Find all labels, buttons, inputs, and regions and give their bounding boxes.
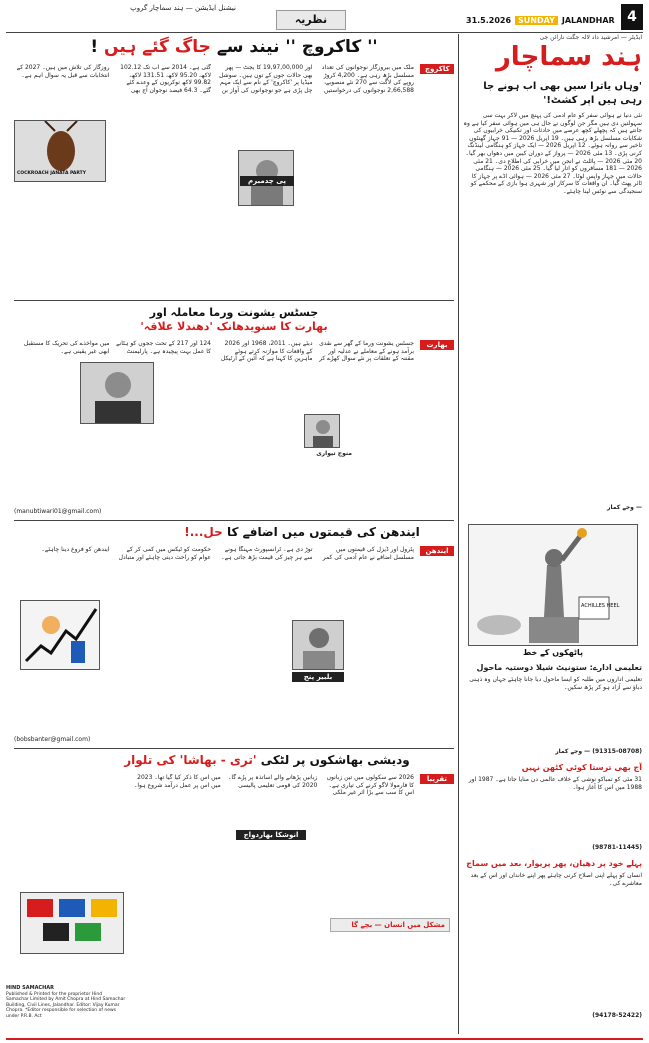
- judiciary-body: جسٹس یشونت ورما کے گھر سے نقدی برآمد ہونے کے معاملے نے عدلیہ اور مقننہ کے تعلقات پر نئے سوال کھڑے کر دیئے ہیں۔ 2011، 1968 اور 2026 کے واقعات کا موازنہ کرتے ہوئے ماہرین کا کہنا ہے کہ آئین کے آرٹیکل 124 اور 217 کے تحت ججوں کو ہٹانے کا عمل بہت پیچیدہ ہے۔ پارلیمنٹ میں مواخذے کی تحریک کا مستقبل ابھی غیر یقینی ہے۔: [23, 340, 414, 363]
- imprint-title: HIND SAMACHAR: [6, 985, 55, 991]
- cockroach-tag: کاکروچ: [420, 64, 454, 74]
- editorial-signature: — وجے کمار: [607, 504, 642, 511]
- masthead-left: نیشنل ایڈیشن — ہند سماچار گروپ: [130, 4, 236, 12]
- header-rule: [6, 32, 643, 33]
- editorial-body: نئی دنیا نے ہوائی سفر کو عام آدمی کی پہنچ میں لاکر بہت سی سہولتیں دی ہیں مگر جن لوگوں نے حال ہی میں ہوائی سفر کیا ہے وہ جانتے ہیں کہ پچھلے کچھ عرصے میں حادثات اور تکنیکی خرابیوں کی شکایات مسلسل بڑھ رہی ہیں۔ 19 اپریل 2026 — 91 جہاز گھنٹوں تاخیر سے روانہ ہوئے۔ 12 اپریل 2026 — ایک جہاز کو ہنگامی لینڈنگ کرنی پڑی۔ 13 مئی 2026 — پرواز کے دوران کیبن میں دھواں بھر گیا۔ 20 مئی 2026 — پائلٹ نے انجن میں خرابی کی اطلاع دی۔ 21 مئی 2026 — 181 مسافروں کو اتار لیا گیا۔ 25 مئی 2026 — ہنگامی حالات میں جہاز واپس لوٹا۔ 27 مئی 2026 — ہوائی اڈے پر جہاز کا ٹائر پھٹ گیا۔ ان واقعات کا سرکار اور شہری ہوا بازی کے محکمے کو سنجیدگی سے نوٹس لینا چاہئے۔: [463, 112, 642, 195]
- language-headline-a: ودیشی بھاشکوں پر لٹکی: [260, 753, 410, 767]
- letter-3-body: انسان کو پہلے اپنی اصلاح کرنی چاہئے پھر اپنے خاندان اور اس کے بعد معاشرے کی۔: [470, 872, 642, 887]
- letters-heading: پاٹھکوں کے خط: [522, 648, 584, 657]
- page-header: [6, 4, 643, 32]
- author-name-language: انوشکا بھاردواج: [236, 830, 306, 840]
- editor-credit: ایڈیٹر — امرشید داد لالہ جگت نارائن جی: [539, 34, 642, 41]
- person-icon: [305, 415, 340, 448]
- editorial-headline: 'وہاں یاترا سیں بھی اب ہونے جا رہی ہیں اپر کشٹ!': [483, 81, 642, 106]
- language-subhead: مشکل میں انسان — بچے گا: [351, 921, 445, 929]
- page-number: 4: [621, 4, 643, 30]
- letter-2-body: 31 مئی کو تمباکو نوشی کے خلاف عالمی دن منایا جاتا ہے۔ 1987 اور 1988 میں اس کا آغاز ہوا۔: [468, 776, 642, 791]
- city: JALANDHAR: [561, 15, 615, 25]
- day: SUNDAY: [515, 16, 558, 25]
- fuel-tag: ایندھن: [420, 546, 454, 556]
- dateline: [466, 12, 616, 28]
- footer-rule: [6, 1038, 643, 1040]
- statue-of-liberty-cartoon-icon: [469, 525, 638, 646]
- letter-2-signature: (98781-11445): [592, 844, 642, 851]
- judiciary-headline-a: جسٹس یشونت ورما معاملہ اور: [149, 306, 319, 319]
- author-photo-tiwari: [304, 414, 340, 448]
- person-icon: [293, 621, 344, 670]
- fuel-body: پٹرول اور ڈیزل کی قیمتوں میں مسلسل اضافے نے عام آدمی کی کمر توڑ دی ہے۔ ٹرانسپورٹ مہنگا ہونے سے ہر چیز کی قیمت بڑھ جاتی ہے۔ حکومت کو ٹیکس میں کمی کر کے عوام کو راحت دینی چاہئے اور متبادل ایندھن کو فروغ دینا چاہئے۔: [41, 546, 414, 561]
- language-headline: [80, 752, 454, 768]
- imprint-text: Published & Printed for the proprietor Hind Samachar Limited by Amit Chopra at Hind Samachar Building, Civil Lines, Jalandhar. Editor: Vijay Kumar Chopra. *Editor responsible for selection of news under P.R.B. Act: [6, 991, 126, 1019]
- letter-3-signature: (94178-52422): [592, 1012, 642, 1019]
- fuel-price-graph-icon: [21, 601, 100, 670]
- person-icon: [81, 363, 154, 424]
- fuel-headline-b: حل...!: [184, 525, 223, 539]
- letter-1-signature: (91315-08708) — وجے کمار: [555, 748, 642, 755]
- judiciary-email: (manubtiwari01@gmail.com): [14, 508, 102, 515]
- headline-part-3: !: [90, 37, 99, 57]
- language-subhead-box: [330, 918, 450, 932]
- section-rule-3: [14, 748, 454, 749]
- language-body: 2026 سے سکولوں میں تین زبانوں کا فارمولا لاگو کرنے کی تیاری ہے۔ اس کا سب سے بڑا اثر غیر ملکی زبانیں پڑھانے والے اساتذہ پر پڑے گا۔ 2020 کی قومی تعلیمی پالیسی میں اس کا ذکر کیا گیا تھا۔ 2023 میں اس پر عمل درآمد شروع ہوا۔: [133, 774, 414, 797]
- column-divider: [458, 34, 459, 1034]
- justice-photo: [80, 362, 154, 424]
- letter-1-title: تعلیمی ادارے: ستونیٹ شیلا دوستیہ ماحول: [476, 663, 642, 672]
- author-name-chidambaram: پی چدمبرم: [240, 176, 294, 186]
- cartoon: [468, 524, 638, 646]
- fuel-headline-a: ایندھن کی قیمتوں میں اضافے کا: [226, 525, 420, 539]
- author-photo-fuel: [292, 620, 344, 670]
- author-name-fuel: بلبیر پنج: [292, 672, 344, 682]
- fuel-email: (bobsbanter@gmail.com): [14, 736, 91, 743]
- date: 31.5.2026: [466, 15, 512, 25]
- fuel-illustration: [20, 600, 100, 670]
- headline-part-2: جاگ گئے ہیں: [104, 37, 211, 57]
- section-label: نظریہ: [276, 10, 346, 30]
- language-tag: تقریبا: [420, 774, 454, 784]
- main-headline: [14, 34, 454, 60]
- judiciary-headline-b: بھارت کا سنویدھانک 'دھندلا علاقہ': [140, 320, 328, 333]
- flags-illustration: [20, 892, 124, 954]
- cartoon-label: ACHILLES HEEL: [581, 603, 620, 609]
- letter-2-title: آج بھی ترستا کوئی کٹھن نہیں: [521, 763, 642, 772]
- section-rule-1: [14, 300, 454, 301]
- cockroach-body: ملک میں بیروزگار نوجوانوں کی تعداد مسلسل بڑھ رہی ہے۔ 4,200 کروڑ روپے کی لاگت سے 270 نئے منصوبے، 2,66,588 نوجوانوں کی درخواستیں اور 19,97,00,000 کا بجٹ — پھر بھی حالات جوں کے توں ہیں۔ سوشل میڈیا پر 'کاکروچ' کے نام سے ایک مہم چل پڑی ہے جو نوجوانوں کی آواز بن گئی ہے۔ 2014 سے اب تک 102.12 لاکھ، 95.20 لاکھ، 131.51 لاکھ، 99.82 لاکھ نوکریوں کے وعدے کئے گئے۔ 64.3 فیصد نوجوان آج بھی روزگار کی تلاش میں ہیں۔ 2027 کے انتخابات سے قبل یہ سوال اہم ہے۔: [16, 64, 414, 94]
- letter-3-title: پہلے خود پر دھیان، پھر پریوار، بعد میں سماج: [466, 859, 642, 868]
- cockroach-poster: [14, 120, 106, 182]
- judiciary-tag: بھارت: [420, 340, 454, 350]
- language-headline-b: 'تری - بھاشا' کی تلوار: [124, 753, 257, 767]
- poster-text: COCKROACH JANATA PARTY: [17, 171, 86, 176]
- imprint: [6, 986, 126, 1040]
- headline-part-1: '' کاکروچ '' نیند سے: [216, 37, 378, 57]
- section-rule-2: [14, 520, 454, 521]
- brand-name: ہند سماچار: [495, 42, 642, 72]
- letter-1-body: تعلیمی اداروں میں طلبہ کو ایسا ماحول دیا جانا چاہئے جہاں وہ ذہنی دباؤ سے آزاد ہو کر پڑھ سکیں۔: [469, 676, 642, 691]
- author-name-tiwari: منوج تیواری: [316, 450, 352, 457]
- fuel-headline: [150, 524, 454, 540]
- masthead-brand: [462, 34, 642, 78]
- flags-icon: [21, 893, 124, 954]
